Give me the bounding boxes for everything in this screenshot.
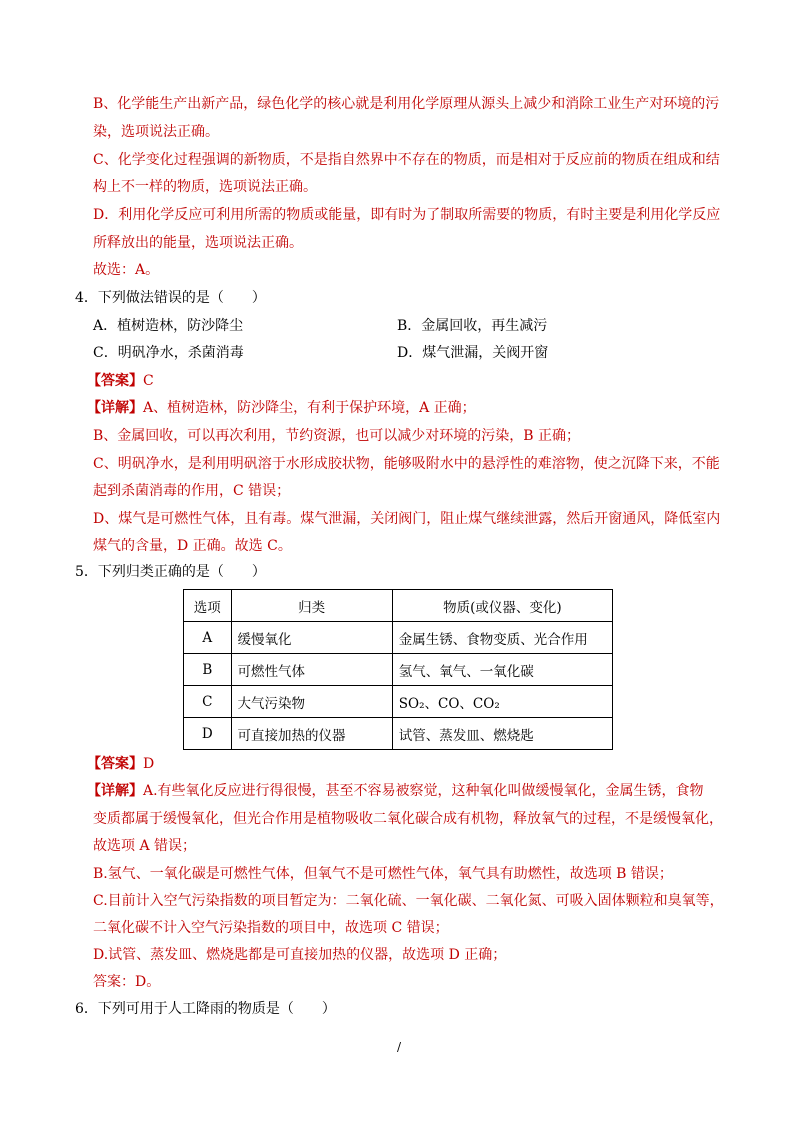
- table-cell: 缓慢氧化: [231, 622, 392, 654]
- prev-answer-b-line2: 染，选项说法正确。: [93, 124, 219, 140]
- q4-answer-tag: 【答案】: [87, 373, 143, 389]
- q5-detail-a1-line: [87, 781, 704, 801]
- table-cell: A: [184, 622, 232, 654]
- q4-option-a: A．植树造林，防沙降尘: [93, 318, 244, 334]
- q5-detail-tag: 【详解】: [87, 783, 143, 799]
- table-row: [184, 654, 613, 686]
- q4-detail-c2: 起到杀菌消毒的作用，C 错误；: [93, 483, 291, 499]
- table-cell: B: [184, 654, 232, 686]
- q4-option-b: B．金属回收，再生减污: [397, 318, 548, 334]
- q5-detail-c1: C.目前计入空气污染指数的项目暂定为：二氧化硫、一氧化碳、二氧化氮、可吸入固体颗粒和臭氧等，: [93, 893, 724, 909]
- table-cell: D: [184, 718, 232, 750]
- table-cell: 金属生锈、食物变质、光合作用: [392, 622, 612, 654]
- q5-answer-tag: 【答案】: [87, 756, 143, 772]
- q4-detail-a-line: [87, 398, 476, 418]
- page-number: /: [397, 1040, 402, 1054]
- table-row: [184, 622, 613, 654]
- table-cell: 试管、蒸发皿、燃烧匙: [392, 718, 612, 750]
- q5-detail-c2: 二氧化碳不计入空气污染指数的项目中，故选项 C 错误；: [93, 920, 449, 936]
- table-header-cell: 归类: [231, 590, 392, 622]
- table-cell: SO₂、CO、CO₂: [392, 686, 612, 718]
- table-cell: 可直接加热的仪器: [231, 718, 392, 750]
- prev-answer-c-line1: C、化学变化过程强调的新物质，不是指自然界中不存在的物质，而是相对于反应前的物质在组成和结: [93, 152, 720, 168]
- q5-detail-b: B.氢气、一氧化碳是可燃性气体，但氧气不是可燃性气体，氧气具有助燃性，故选项 B 错误；: [93, 866, 673, 882]
- table-cell: 可燃性气体: [231, 654, 392, 686]
- q5-answer-value: D: [143, 756, 155, 772]
- prev-answer-d-line1: D．利用化学反应可利用所需的物质或能量，即有时为了制取所需要的物质，有时主要是利用化学反应: [93, 207, 721, 223]
- q4-stem: 4．下列做法错误的是（ ）: [75, 290, 266, 306]
- prev-answer-choice: 故选：A。: [93, 262, 160, 278]
- table-cell: C: [184, 686, 232, 718]
- q5-detail-a3: 故选项 A 错误；: [93, 838, 197, 854]
- q4-detail-b: B、金属回收，可以再次利用，节约资源，也可以减少对环境的污染，B 正确；: [93, 428, 581, 444]
- q5-detail-d: D.试管、蒸发皿、燃烧匙都是可直接加热的仪器，故选项 D 正确；: [93, 947, 507, 963]
- q4-detail-d1: D、煤气是可燃性气体，且有毒。煤气泄漏，关闭阀门，阻止煤气继续泄露，然后开窗通风，降低室内: [93, 511, 721, 527]
- q5-answer-line: [87, 754, 154, 774]
- table-row: [184, 718, 613, 750]
- q5-stem: 5．下列归类正确的是（ ）: [75, 564, 266, 580]
- q4-answer-value: C: [143, 373, 154, 389]
- q4-answer-line: [87, 371, 154, 391]
- q4-option-c: C．明矾净水，杀菌消毒: [93, 345, 244, 361]
- q5-classification-table: [183, 589, 613, 750]
- q5-final-answer: 答案：D。: [93, 974, 161, 990]
- q5-detail-a2: 变质都属于缓慢氧化，但光合作用是植物吸收二氧化碳合成有机物，释放氧气的过程，不是缓慢氧化，: [93, 811, 723, 827]
- prev-answer-d-line2: 所释放出的能量，选项说法正确。: [93, 235, 303, 251]
- table-header-row: [184, 590, 613, 622]
- prev-answer-c-line2: 构上不一样的物质，选项说法正确。: [93, 179, 317, 195]
- table-cell: 氢气、氧气、一氧化碳: [392, 654, 612, 686]
- q4-detail-c1: C、明矾净水，是利用明矾溶于水形成胶状物，能够吸附水中的悬浮性的难溶物，使之沉降下来，不能: [93, 456, 720, 472]
- table-row: [184, 686, 613, 718]
- table-cell: 大气污染物: [231, 686, 392, 718]
- q4-option-d: D．煤气泄漏，关阀开窗: [397, 345, 549, 361]
- q6-stem: 6．下列可用于人工降雨的物质是（ ）: [75, 1001, 336, 1017]
- q4-detail-d2: 煤气的含量，D 正确。故选 C。: [93, 538, 292, 554]
- q5-detail-a1: A.有些氧化反应进行得很慢，甚至不容易被察觉，这种氧化叫做缓慢氧化，金属生锈，食物: [143, 783, 704, 799]
- prev-answer-b-line1: B、化学能生产出新产品，绿色化学的核心就是利用化学原理从源头上减少和消除工业生产对环境的污: [93, 96, 720, 112]
- q4-detail-a: A、植树造林，防沙降尘，有利于保护环境，A 正确；: [143, 400, 476, 416]
- table-header-cell: 选项: [184, 590, 232, 622]
- q4-detail-tag: 【详解】: [87, 400, 143, 416]
- table-header-cell: 物质(或仪器、变化): [392, 590, 612, 622]
